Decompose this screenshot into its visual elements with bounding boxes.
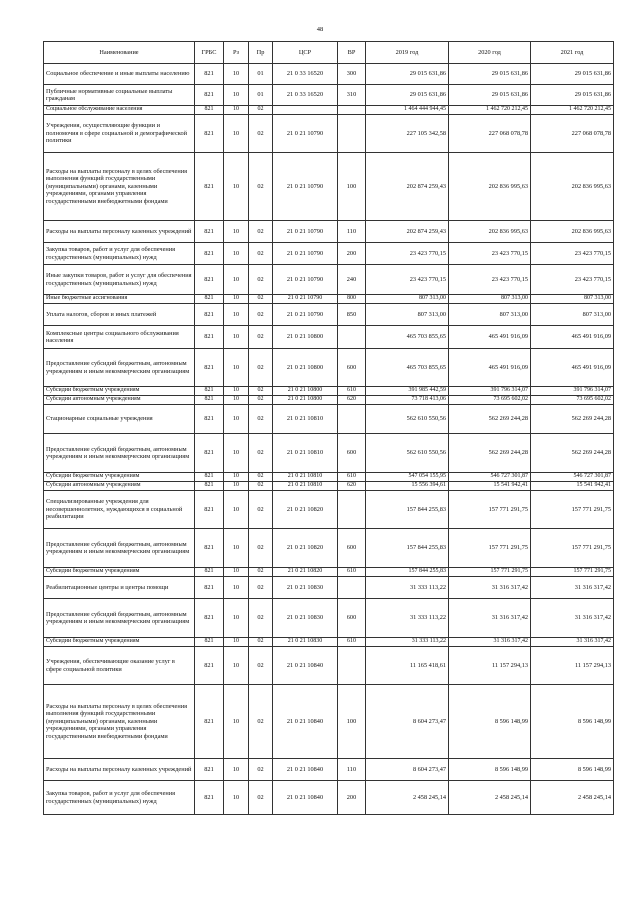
table-cell-vr	[338, 491, 366, 529]
table-cell-2021: 157 771 291,75	[531, 568, 614, 577]
table-cell-rz: 10	[224, 243, 249, 265]
table-cell-2021: 157 771 291,75	[531, 491, 614, 529]
table-cell-grbs: 821	[195, 529, 224, 568]
table-cell-pr: 02	[249, 153, 273, 221]
table-cell-name: Социальное обслуживание населения	[44, 106, 195, 115]
table-cell-name: Комплексные центры социального обслуживания населения	[44, 326, 195, 349]
table-cell-name: Уплата налогов, сборов и иных платежей	[44, 304, 195, 326]
table-cell-csr: 21 0 21 10790	[273, 153, 338, 221]
table-row	[44, 405, 614, 434]
table-cell-rz: 10	[224, 295, 249, 304]
table-cell-grbs: 821	[195, 568, 224, 577]
table-cell-vr: 240	[338, 265, 366, 295]
table-cell-pr: 02	[249, 473, 273, 482]
table-cell-rz: 10	[224, 434, 249, 473]
table-cell-csr: 21 0 21 10800	[273, 387, 338, 396]
table-cell-csr: 21 0 21 10840	[273, 685, 338, 759]
table-cell-vr: 610	[338, 473, 366, 482]
table-row	[44, 759, 614, 781]
table-cell-name: Предоставление субсидий бюджетным, автономным учреждениям и иным некоммерческим организациям	[44, 349, 195, 387]
table-cell-2020: 807 313,00	[449, 295, 531, 304]
table-row	[44, 473, 614, 482]
table-cell-vr: 200	[338, 781, 366, 815]
table-cell-name: Реабилитационные центры и центры помощи	[44, 577, 195, 599]
table-cell-csr: 21 0 21 10800	[273, 349, 338, 387]
table-cell-csr: 21 0 21 10810	[273, 473, 338, 482]
table-row	[44, 568, 614, 577]
table-cell-2019: 227 105 342,58	[366, 115, 449, 153]
table-cell-2021: 465 491 916,09	[531, 326, 614, 349]
table-cell-2021: 2 458 245,14	[531, 781, 614, 815]
table-cell-name: Субсидии автономным учреждениям	[44, 396, 195, 405]
table-cell-vr: 110	[338, 221, 366, 243]
table-row	[44, 685, 614, 759]
table-cell-grbs: 821	[195, 781, 224, 815]
table-cell-csr: 21 0 21 10840	[273, 647, 338, 685]
table-cell-grbs: 821	[195, 304, 224, 326]
table-cell-2021: 29 015 631,86	[531, 64, 614, 85]
table-cell-name: Закупка товаров, работ и услуг для обеспечения государственных (муниципальных) нужд	[44, 781, 195, 815]
table-cell-name: Учреждения, обеспечивающие оказание услуг в сфере социальной политики	[44, 647, 195, 685]
table-cell-vr: 300	[338, 64, 366, 85]
table-cell-vr	[338, 106, 366, 115]
table-cell-pr: 02	[249, 599, 273, 638]
table-cell-rz: 10	[224, 396, 249, 405]
table-row	[44, 781, 614, 815]
table-cell-name: Расходы на выплаты персоналу в целях обеспечения выполнения функций государственными (муниципальными) органами, казенными учреждениями, органами управления государственными внебюджетными фондами	[44, 685, 195, 759]
table-cell-name: Социальное обеспечение и иные выплаты населению	[44, 64, 195, 85]
table-cell-grbs: 821	[195, 326, 224, 349]
table-row	[44, 434, 614, 473]
table-cell-grbs: 821	[195, 434, 224, 473]
table-cell-rz: 10	[224, 638, 249, 647]
table-cell-grbs: 821	[195, 115, 224, 153]
table-cell-grbs: 821	[195, 685, 224, 759]
table-row	[44, 221, 614, 243]
table-cell-grbs: 821	[195, 599, 224, 638]
table-cell-2019: 157 844 255,83	[366, 568, 449, 577]
table-cell-grbs: 821	[195, 759, 224, 781]
table-cell-csr: 21 0 33 16520	[273, 64, 338, 85]
table-cell-2019: 465 703 855,65	[366, 326, 449, 349]
table-row	[44, 243, 614, 265]
table-cell-name: Иные закупки товаров, работ и услуг для обеспечения государственных (муниципальных) нужд	[44, 265, 195, 295]
table-cell-pr: 02	[249, 577, 273, 599]
table-row	[44, 396, 614, 405]
header-vr: ВР	[338, 42, 366, 64]
table-cell-grbs: 821	[195, 491, 224, 529]
table-cell-2019: 202 874 259,43	[366, 153, 449, 221]
table-cell-2021: 23 423 770,15	[531, 243, 614, 265]
table-cell-pr: 02	[249, 326, 273, 349]
table-cell-vr: 600	[338, 599, 366, 638]
table-cell-2021: 157 771 291,75	[531, 529, 614, 568]
table-cell-rz: 10	[224, 265, 249, 295]
table-cell-pr: 02	[249, 685, 273, 759]
table-cell-grbs: 821	[195, 387, 224, 396]
table-row	[44, 265, 614, 295]
table-cell-vr: 310	[338, 85, 366, 106]
table-cell-rz: 10	[224, 781, 249, 815]
table-cell-rz: 10	[224, 685, 249, 759]
table-cell-csr: 21 0 21 10800	[273, 326, 338, 349]
table-cell-pr: 02	[249, 106, 273, 115]
table-cell-2019: 31 333 113,22	[366, 577, 449, 599]
table-cell-2021: 29 015 631,86	[531, 85, 614, 106]
table-cell-2021: 562 269 244,28	[531, 434, 614, 473]
table-cell-name: Расходы на выплаты персоналу казенных учреждений	[44, 221, 195, 243]
table-cell-grbs: 821	[195, 153, 224, 221]
table-cell-2019: 547 054 155,95	[366, 473, 449, 482]
table-row	[44, 599, 614, 638]
table-row	[44, 153, 614, 221]
table-cell-2019: 31 333 113,22	[366, 638, 449, 647]
table-cell-vr: 600	[338, 349, 366, 387]
table-cell-grbs: 821	[195, 577, 224, 599]
table-header-row	[44, 42, 614, 64]
table-cell-rz: 10	[224, 647, 249, 685]
table-cell-rz: 10	[224, 405, 249, 434]
table-cell-pr: 02	[249, 115, 273, 153]
table-cell-vr: 620	[338, 482, 366, 491]
header-grbs: ГРБС	[195, 42, 224, 64]
table-cell-2020: 8 596 148,99	[449, 685, 531, 759]
header-2021: 2021 год	[531, 42, 614, 64]
table-cell-csr: 21 0 21 10790	[273, 304, 338, 326]
table-cell-vr: 850	[338, 304, 366, 326]
table-cell-2019: 562 610 550,56	[366, 434, 449, 473]
table-cell-csr: 21 0 21 10830	[273, 638, 338, 647]
table-cell-2020: 157 771 291,75	[449, 568, 531, 577]
table-row	[44, 64, 614, 85]
table-cell-rz: 10	[224, 599, 249, 638]
table-row	[44, 647, 614, 685]
table-cell-name: Специализированные учреждения для несовершеннолетних, нуждающихся в социальной реабилитации	[44, 491, 195, 529]
table-cell-vr	[338, 405, 366, 434]
table-cell-pr: 02	[249, 243, 273, 265]
table-cell-2021: 202 836 995,63	[531, 153, 614, 221]
table-cell-pr: 02	[249, 387, 273, 396]
table-cell-grbs: 821	[195, 405, 224, 434]
table-cell-rz: 10	[224, 349, 249, 387]
table-cell-rz: 10	[224, 568, 249, 577]
table-cell-pr: 02	[249, 221, 273, 243]
table-cell-2020: 31 316 317,42	[449, 599, 531, 638]
header-name: Наименование	[44, 42, 195, 64]
table-cell-2019: 15 556 394,61	[366, 482, 449, 491]
table-cell-2019: 2 458 245,14	[366, 781, 449, 815]
table-cell-rz: 10	[224, 387, 249, 396]
table-cell-2021: 227 068 078,78	[531, 115, 614, 153]
table-cell-pr: 02	[249, 781, 273, 815]
table-cell-2019: 8 604 273,47	[366, 759, 449, 781]
table-cell-2020: 31 316 317,42	[449, 577, 531, 599]
table-cell-rz: 10	[224, 64, 249, 85]
table-cell-2019: 23 423 770,15	[366, 265, 449, 295]
table-cell-rz: 10	[224, 491, 249, 529]
table-cell-2021: 1 462 720 212,45	[531, 106, 614, 115]
table-cell-2019: 465 703 855,65	[366, 349, 449, 387]
table-cell-pr: 02	[249, 759, 273, 781]
table-cell-pr: 02	[249, 647, 273, 685]
table-cell-name: Учреждения, осуществляющие функции и полномочия в сфере социальной и демографической политики	[44, 115, 195, 153]
table-cell-2021: 8 596 148,99	[531, 685, 614, 759]
table-cell-pr: 02	[249, 568, 273, 577]
table-cell-2020: 15 541 942,41	[449, 482, 531, 491]
table-cell-rz: 10	[224, 85, 249, 106]
table-cell-2020: 29 015 631,86	[449, 85, 531, 106]
table-cell-rz: 10	[224, 115, 249, 153]
table-cell-name: Субсидии бюджетным учреждениям	[44, 387, 195, 396]
header-csr: ЦСР	[273, 42, 338, 64]
table-cell-name: Предоставление субсидий бюджетным, автономным учреждениям и иным некоммерческим организациям	[44, 434, 195, 473]
table-cell-pr: 02	[249, 265, 273, 295]
table-cell-grbs: 821	[195, 265, 224, 295]
table-cell-2019: 23 423 770,15	[366, 243, 449, 265]
table-cell-grbs: 821	[195, 295, 224, 304]
table-cell-csr: 21 0 21 10800	[273, 396, 338, 405]
table-cell-csr: 21 0 21 10790	[273, 265, 338, 295]
table-cell-vr: 610	[338, 638, 366, 647]
table-cell-name: Субсидии бюджетным учреждениям	[44, 568, 195, 577]
table-cell-2021: 8 596 148,99	[531, 759, 614, 781]
table-row	[44, 387, 614, 396]
table-row	[44, 295, 614, 304]
table-cell-vr: 100	[338, 153, 366, 221]
table-cell-2020: 562 269 244,28	[449, 405, 531, 434]
table-cell-2020: 73 695 602,02	[449, 396, 531, 405]
table-cell-2019: 73 718 413,06	[366, 396, 449, 405]
table-cell-pr: 02	[249, 491, 273, 529]
table-cell-rz: 10	[224, 473, 249, 482]
table-cell-vr	[338, 577, 366, 599]
table-cell-2021: 23 423 770,15	[531, 265, 614, 295]
table-cell-csr: 21 0 21 10840	[273, 759, 338, 781]
table-cell-csr: 21 0 21 10810	[273, 434, 338, 473]
table-cell-pr: 02	[249, 396, 273, 405]
table-cell-grbs: 821	[195, 64, 224, 85]
table-cell-2019: 157 844 255,83	[366, 491, 449, 529]
table-cell-2019: 11 165 418,61	[366, 647, 449, 685]
table-row	[44, 638, 614, 647]
table-cell-2020: 8 596 148,99	[449, 759, 531, 781]
page-number: 48	[316, 26, 324, 33]
table-cell-name: Предоставление субсидий бюджетным, автономным учреждениям и иным некоммерческим организациям	[44, 529, 195, 568]
header-2019: 2019 год	[366, 42, 449, 64]
table-cell-csr: 21 0 21 10840	[273, 781, 338, 815]
table-cell-2020: 2 458 245,14	[449, 781, 531, 815]
table-cell-grbs: 821	[195, 396, 224, 405]
table-cell-rz: 10	[224, 759, 249, 781]
table-cell-2021: 391 796 314,07	[531, 387, 614, 396]
table-cell-pr: 02	[249, 295, 273, 304]
table-cell-rz: 10	[224, 326, 249, 349]
table-cell-2020: 29 015 631,86	[449, 64, 531, 85]
table-cell-vr: 600	[338, 434, 366, 473]
table-cell-grbs: 821	[195, 647, 224, 685]
table-row	[44, 85, 614, 106]
table-cell-vr: 620	[338, 396, 366, 405]
table-row	[44, 304, 614, 326]
table-cell-2021: 546 727 301,87	[531, 473, 614, 482]
table-cell-csr	[273, 106, 338, 115]
header-rz: Рз	[224, 42, 249, 64]
table-cell-csr: 21 0 21 10820	[273, 568, 338, 577]
table-cell-vr: 610	[338, 568, 366, 577]
table-cell-vr: 610	[338, 387, 366, 396]
table-cell-2019: 562 610 550,56	[366, 405, 449, 434]
header-pr: Пр	[249, 42, 273, 64]
table-cell-pr: 02	[249, 638, 273, 647]
table-cell-2020: 157 771 291,75	[449, 529, 531, 568]
table-cell-2019: 391 985 442,59	[366, 387, 449, 396]
table-cell-name: Стационарные социальные учреждения	[44, 405, 195, 434]
table-cell-csr: 21 0 21 10830	[273, 599, 338, 638]
header-2020: 2020 год	[449, 42, 531, 64]
table-cell-2021: 31 316 317,42	[531, 599, 614, 638]
table-cell-csr: 21 0 21 10810	[273, 482, 338, 491]
table-cell-2020: 11 157 294,13	[449, 647, 531, 685]
table-cell-2019: 807 313,00	[366, 304, 449, 326]
table-cell-2020: 31 316 317,42	[449, 638, 531, 647]
table-cell-2019: 29 015 631,86	[366, 85, 449, 106]
table-cell-name: Субсидии автономным учреждениям	[44, 482, 195, 491]
table-cell-2020: 202 836 995,63	[449, 153, 531, 221]
table-cell-name: Субсидии бюджетным учреждениям	[44, 638, 195, 647]
table-cell-2021: 807 313,00	[531, 295, 614, 304]
table-cell-pr: 02	[249, 405, 273, 434]
table-cell-2021: 562 269 244,28	[531, 405, 614, 434]
table-cell-2021: 202 836 995,63	[531, 221, 614, 243]
table-cell-pr: 02	[249, 482, 273, 491]
table-cell-rz: 10	[224, 106, 249, 115]
table-row	[44, 326, 614, 349]
table-cell-csr: 21 0 21 10810	[273, 405, 338, 434]
table-cell-2021: 15 541 942,41	[531, 482, 614, 491]
table-cell-2019: 807 313,00	[366, 295, 449, 304]
table-cell-rz: 10	[224, 482, 249, 491]
table-row	[44, 491, 614, 529]
table-cell-2020: 465 491 916,09	[449, 349, 531, 387]
table-cell-2019: 157 844 255,83	[366, 529, 449, 568]
table-cell-2020: 227 068 078,78	[449, 115, 531, 153]
table-cell-2021: 73 695 602,02	[531, 396, 614, 405]
table-cell-vr	[338, 326, 366, 349]
table-cell-2021: 31 316 317,42	[531, 577, 614, 599]
table-cell-vr	[338, 115, 366, 153]
table-cell-grbs: 821	[195, 106, 224, 115]
table-cell-2021: 11 157 294,13	[531, 647, 614, 685]
table-cell-vr: 100	[338, 685, 366, 759]
table-cell-vr	[338, 647, 366, 685]
table-cell-name: Предоставление субсидий бюджетным, автономным учреждениям и иным некоммерческим организациям	[44, 599, 195, 638]
table-cell-csr: 21 0 21 10790	[273, 115, 338, 153]
table-cell-pr: 02	[249, 529, 273, 568]
table-cell-rz: 10	[224, 529, 249, 568]
table-cell-csr: 21 0 21 10820	[273, 491, 338, 529]
table-cell-name: Расходы на выплаты персоналу в целях обеспечения выполнения функций государственными (муниципальными) органами, казенными учреждениями, органами управления государственными внебюджетными фондами	[44, 153, 195, 221]
table-cell-2019: 31 333 113,22	[366, 599, 449, 638]
table-cell-grbs: 821	[195, 482, 224, 491]
table-cell-2019: 1 464 444 944,45	[366, 106, 449, 115]
table-cell-csr: 21 0 33 16520	[273, 85, 338, 106]
table-cell-pr: 02	[249, 304, 273, 326]
table-cell-2021: 807 313,00	[531, 304, 614, 326]
table-cell-2019: 8 604 273,47	[366, 685, 449, 759]
table-row	[44, 577, 614, 599]
table-row	[44, 106, 614, 115]
table-cell-name: Иные бюджетные ассигнования	[44, 295, 195, 304]
table-cell-grbs: 821	[195, 638, 224, 647]
table-cell-rz: 10	[224, 221, 249, 243]
table-cell-2020: 807 313,00	[449, 304, 531, 326]
table-cell-2020: 391 796 314,07	[449, 387, 531, 396]
table-cell-rz: 10	[224, 577, 249, 599]
table-cell-rz: 10	[224, 304, 249, 326]
table-row	[44, 482, 614, 491]
table-cell-csr: 21 0 21 10830	[273, 577, 338, 599]
table-cell-rz: 10	[224, 153, 249, 221]
table-cell-pr: 01	[249, 64, 273, 85]
table-cell-2020: 23 423 770,15	[449, 265, 531, 295]
table-cell-2020: 562 269 244,28	[449, 434, 531, 473]
table-cell-name: Субсидии бюджетным учреждениям	[44, 473, 195, 482]
table-cell-2020: 465 491 916,09	[449, 326, 531, 349]
table-cell-csr: 21 0 21 10790	[273, 221, 338, 243]
table-cell-vr: 110	[338, 759, 366, 781]
table-cell-grbs: 821	[195, 473, 224, 482]
budget-table	[43, 41, 614, 815]
table-cell-2020: 157 771 291,75	[449, 491, 531, 529]
table-cell-grbs: 821	[195, 221, 224, 243]
table-cell-grbs: 821	[195, 85, 224, 106]
table-cell-2019: 29 015 631,86	[366, 64, 449, 85]
table-row	[44, 349, 614, 387]
table-cell-2020: 546 727 301,87	[449, 473, 531, 482]
table-cell-2021: 465 491 916,09	[531, 349, 614, 387]
table-cell-name: Публичные нормативные социальные выплаты гражданам	[44, 85, 195, 106]
table-cell-grbs: 821	[195, 243, 224, 265]
table-cell-vr: 600	[338, 529, 366, 568]
table-cell-2019: 202 874 259,43	[366, 221, 449, 243]
table-cell-2020: 1 462 720 212,45	[449, 106, 531, 115]
table-cell-vr: 200	[338, 243, 366, 265]
table-cell-pr: 01	[249, 85, 273, 106]
table-cell-2020: 202 836 995,63	[449, 221, 531, 243]
table-cell-csr: 21 0 21 10790	[273, 295, 338, 304]
table-row	[44, 115, 614, 153]
table-cell-name: Закупка товаров, работ и услуг для обеспечения государственных (муниципальных) нужд	[44, 243, 195, 265]
table-cell-2020: 23 423 770,15	[449, 243, 531, 265]
table-row	[44, 529, 614, 568]
table-cell-pr: 02	[249, 434, 273, 473]
table-cell-csr: 21 0 21 10820	[273, 529, 338, 568]
table-cell-csr: 21 0 21 10790	[273, 243, 338, 265]
table-cell-grbs: 821	[195, 349, 224, 387]
table-cell-pr: 02	[249, 349, 273, 387]
table-cell-vr: 800	[338, 295, 366, 304]
table-cell-2021: 31 316 317,42	[531, 638, 614, 647]
table-cell-name: Расходы на выплаты персоналу казенных учреждений	[44, 759, 195, 781]
